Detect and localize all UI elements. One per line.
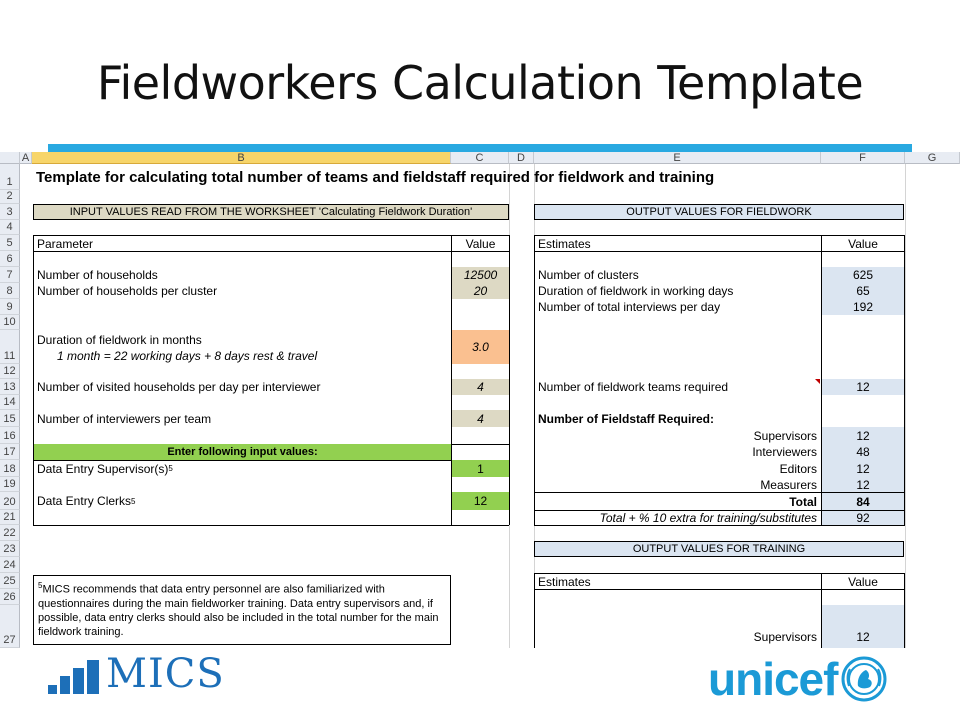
footnote-mark: 5: [38, 581, 43, 590]
input-table-border: [33, 251, 509, 252]
row-header[interactable]: 15: [0, 410, 20, 427]
visited-label: Number of visited households per day per interviewer: [37, 380, 321, 394]
row-header[interactable]: 5: [0, 235, 20, 251]
input-table-border: [509, 235, 510, 525]
de-clerks-input[interactable]: 12: [452, 492, 509, 510]
training-col-value: Value: [848, 574, 878, 589]
row-header[interactable]: 24: [0, 557, 20, 573]
row-header[interactable]: 12: [0, 364, 20, 379]
row-header[interactable]: 19: [0, 477, 20, 492]
gridline: [905, 164, 906, 648]
interviewers-value: 48: [822, 444, 904, 460]
row-header[interactable]: 23: [0, 541, 20, 557]
de-supervisor-label: [34, 460, 450, 477]
row-header[interactable]: 11: [0, 330, 20, 364]
editors-value: 12: [822, 460, 904, 477]
interviewers-per-team-value[interactable]: 4: [452, 410, 509, 427]
fieldstaff-required-label: Number of Fieldstaff Required:: [538, 411, 715, 426]
de-supervisor-input[interactable]: 1: [452, 460, 509, 477]
de-clerks-label: [34, 492, 450, 510]
supervisors-label: Supervisors: [753, 428, 817, 443]
row-header[interactable]: 2: [0, 190, 20, 204]
row-header[interactable]: 6: [0, 251, 20, 267]
accent-bar: [48, 144, 912, 152]
mics-logo: [48, 651, 225, 697]
mics-bar-icon: [87, 660, 99, 694]
row-header[interactable]: 20: [0, 492, 20, 510]
footnote-text: MICS recommends that data entry personnel are also familiarized with questionnaires during the main fieldworker training. Data entry supervisors and, if possible, data entry clerks should also be included in the total number for the main fieldwork training.: [38, 583, 439, 638]
row-header[interactable]: 7: [0, 267, 20, 283]
households-label: Number of households: [37, 268, 158, 282]
training-table-border: [904, 573, 905, 648]
output-table-border: [904, 235, 905, 525]
duration-value[interactable]: 3.0: [452, 330, 509, 364]
interviewers-per-team-label: Number of interviewers per team: [37, 411, 212, 426]
input-values-header[interactable]: INPUT VALUES READ FROM THE WORKSHEET 'Calculating Fieldwork Duration': [33, 204, 509, 220]
column-header-g[interactable]: G: [905, 152, 960, 164]
input-col-value: Value: [465, 236, 496, 251]
row-header[interactable]: 1: [0, 164, 20, 190]
footnote-ref: 5: [131, 496, 136, 506]
row-header[interactable]: 4: [0, 220, 20, 235]
training-table-border: [534, 589, 905, 590]
column-header-d[interactable]: D: [509, 152, 534, 164]
training-supervisors-value: 12: [856, 630, 870, 644]
column-header-e[interactable]: E: [534, 152, 821, 164]
duration-note: 1 month = 22 working days + 8 days rest & travel: [57, 349, 318, 363]
unicef-logo: [708, 652, 887, 706]
enter-input-values-banner: Enter following input values:: [34, 444, 451, 460]
row-header[interactable]: 10: [0, 315, 20, 330]
interviews-per-day-label: Number of total interviews per day: [538, 300, 721, 314]
training-col-estimates: Estimates: [538, 574, 591, 589]
column-header-a[interactable]: A: [20, 152, 32, 164]
per-cluster-label: Number of households per cluster: [37, 284, 218, 298]
de-clerks-text: Data Entry Clerks: [37, 494, 132, 508]
output-table-border: [534, 251, 905, 252]
teams-value: 12: [822, 379, 904, 395]
row-header[interactable]: 9: [0, 299, 20, 315]
mics-bar-icon: [73, 668, 84, 694]
row-header[interactable]: 8: [0, 283, 20, 299]
input-col-parameter: Parameter: [37, 236, 94, 251]
unicef-logo-text: unicef: [708, 653, 838, 705]
row-header[interactable]: 13: [0, 379, 20, 395]
row-header[interactable]: 21: [0, 510, 20, 525]
output-col-value: Value: [848, 236, 878, 251]
output-fieldwork-header[interactable]: OUTPUT VALUES FOR FIELDWORK: [534, 204, 904, 220]
column-header-f[interactable]: F: [821, 152, 905, 164]
total-extra-value: 92: [822, 511, 904, 525]
per-cluster-value[interactable]: 20: [452, 283, 509, 299]
duration-label: Duration of fieldwork in months: [37, 333, 202, 347]
slide-title: Fieldworkers Calculation Template: [96, 56, 864, 110]
column-header-c[interactable]: C: [451, 152, 509, 164]
row-header[interactable]: 14: [0, 395, 20, 410]
measurers-value: 12: [822, 477, 904, 492]
visited-value[interactable]: 4: [452, 379, 509, 395]
row-header[interactable]: 22: [0, 525, 20, 541]
total-label: Total: [789, 494, 817, 509]
output-table-border: [534, 525, 905, 526]
unicef-emblem-icon: [841, 656, 887, 702]
row-header[interactable]: 17: [0, 444, 20, 460]
interviewers-label: Interviewers: [752, 445, 817, 459]
interviews-per-day-value: 192: [822, 299, 904, 315]
mics-logo-text: MICS: [106, 651, 225, 697]
output-training-header[interactable]: OUTPUT VALUES FOR TRAINING: [534, 541, 904, 557]
row-header[interactable]: 25: [0, 573, 20, 589]
input-table-border: [33, 525, 509, 526]
row-header[interactable]: 26: [0, 589, 20, 605]
footnote-box: [33, 575, 451, 645]
column-header-b[interactable]: B: [32, 152, 451, 164]
select-all-corner[interactable]: [0, 152, 20, 164]
total-extra-label: Total + % 10 extra for training/substitutes: [599, 511, 817, 525]
working-days-value: 65: [822, 283, 904, 299]
row-header[interactable]: 16: [0, 427, 20, 444]
teams-label: Number of fieldwork teams required: [538, 380, 729, 394]
comment-indicator[interactable]: [815, 379, 820, 384]
clusters-value: 625: [822, 267, 904, 283]
footnote-ref: 5: [168, 464, 173, 473]
output-col-estimates: Estimates: [538, 236, 591, 251]
mics-bar-icon: [60, 676, 70, 694]
clusters-label: Number of clusters: [538, 268, 639, 282]
spreadsheet[interactable]: [0, 152, 960, 648]
row-header[interactable]: 18: [0, 460, 20, 477]
row-header[interactable]: 3: [0, 204, 20, 220]
households-value[interactable]: 12500: [452, 267, 509, 283]
measurers-label: Measurers: [760, 477, 817, 492]
sheet-title: Template for calculating total number of teams and fieldstaff required for fieldwork and training: [36, 168, 715, 186]
total-value: 84: [822, 493, 904, 510]
supervisors-value: 12: [822, 427, 904, 444]
working-days-label: Duration of fieldwork in working days: [538, 284, 734, 298]
row-header[interactable]: 27: [0, 605, 20, 648]
editors-label: Editors: [779, 461, 817, 476]
mics-bar-icon: [48, 685, 57, 694]
de-supervisor-text: Data Entry Supervisor(s): [37, 461, 169, 476]
training-supervisors-label: Supervisors: [753, 630, 817, 644]
